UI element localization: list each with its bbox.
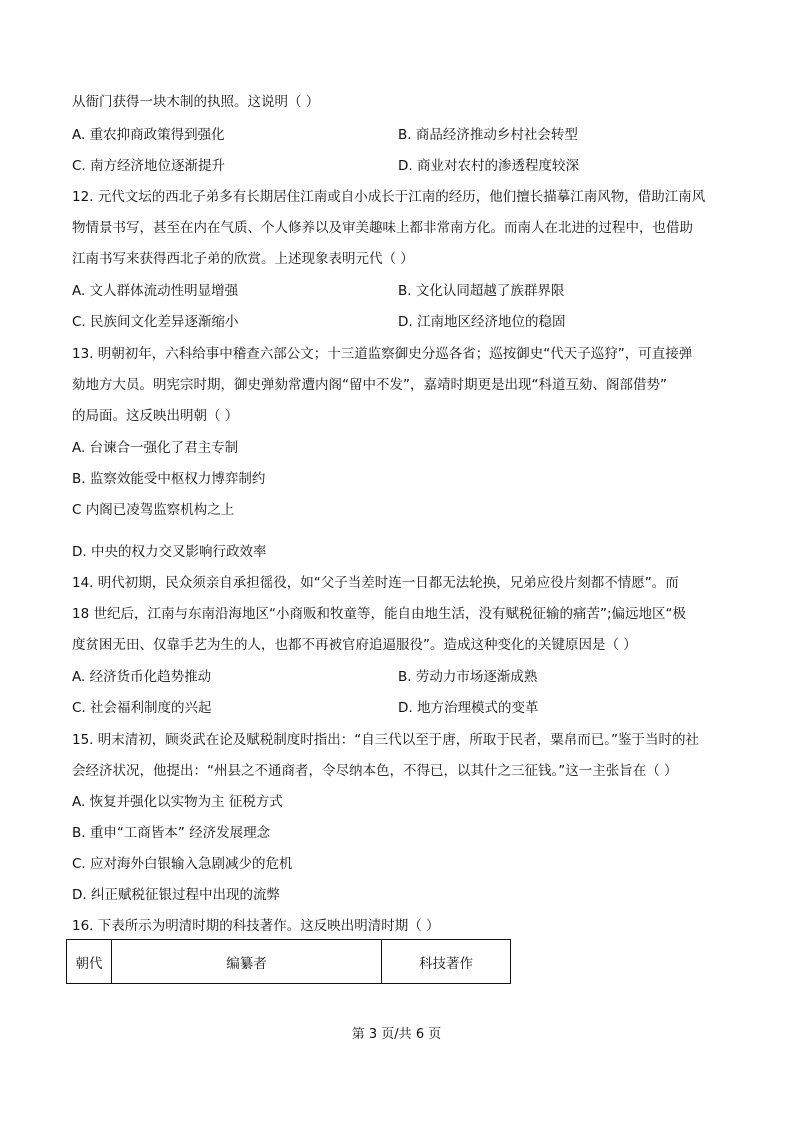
- option-b[interactable]: B. 重申“工商皆本” 经济发展理念: [72, 825, 271, 841]
- question-text: 度贫困无田、仅靠手艺为生的人，也都不再被官府追逼服役”。造成这种变化的关键原因是（ ）: [72, 637, 637, 653]
- option-a[interactable]: A. 经济货币化趋势推动: [72, 669, 212, 685]
- option-d[interactable]: D. 纠正赋税征银过程中出现的流弊: [72, 887, 280, 903]
- table-header-row: [67, 940, 511, 984]
- option-b[interactable]: B. 文化认同超越了族群界限: [398, 283, 565, 299]
- question-text: 14. 明代初期，民众须亲自承担徭役，如“父子当差时连一日都无法轮换，兄弟应役片刻都不情愿”。而: [72, 575, 679, 591]
- question-text: 16. 下表所示为明清时期的科技著作。这反映出明清时期（ ）: [72, 918, 440, 934]
- option-c[interactable]: C. 南方经济地位逐渐提升: [72, 158, 226, 174]
- option-c[interactable]: C 内阁已凌驾监察机构之上: [72, 502, 235, 518]
- option-b[interactable]: B. 监察效能受中枢权力博弈制约: [72, 471, 266, 487]
- option-d[interactable]: D. 地方治理模式的变革: [398, 700, 539, 716]
- option-b[interactable]: B. 商品经济推动乡村社会转型: [398, 127, 578, 143]
- option-a[interactable]: A. 重农抑商政策得到强化: [72, 127, 225, 143]
- question-text: 物情景书写，甚至在内在气质、个人修养以及审美趣味上都非常南方化。而南人在北进的过程中，也借助: [72, 220, 693, 236]
- option-c[interactable]: C. 应对海外白银输入急剧减少的危机: [72, 856, 293, 872]
- intro-line: 从衙门获得一块木制的执照。这说明（ ）: [72, 94, 320, 110]
- science-works-table: [66, 939, 511, 984]
- option-d[interactable]: D. 商业对农村的渗透程度较深: [398, 158, 579, 174]
- option-b[interactable]: B. 劳动力市场逐渐成熟: [398, 669, 538, 685]
- question-text: 的局面。这反映出明朝（ ）: [72, 408, 239, 424]
- option-d[interactable]: D. 中央的权力交叉影响行政效率: [72, 544, 267, 560]
- option-c[interactable]: C. 民族间文化差异逐渐缩小: [72, 314, 239, 330]
- option-d[interactable]: D. 江南地区经济地位的稳固: [398, 314, 566, 330]
- question-text: 18 世纪后，江南与东南沿海地区“小商贩和牧童等，能自由地生活，没有赋税征输的痛苦”;偏远地区“极: [72, 606, 686, 622]
- option-c[interactable]: C. 社会福利制度的兴起: [72, 700, 212, 716]
- column-header-compiler: 编纂者: [112, 940, 382, 984]
- option-a[interactable]: A. 文人群体流动性明显增强: [72, 283, 239, 299]
- option-a[interactable]: A. 台谏合一强化了君主专制: [72, 440, 239, 456]
- question-text: 13. 明朝初年，六科给事中稽查六部公文；十三道监察御史分巡各省；巡按御史“代天子巡狩”，可直接弹: [72, 346, 693, 362]
- question-text: 江南书写来获得西北子弟的欣赏。上述现象表明元代（ ）: [72, 251, 414, 267]
- question-text: 12. 元代文坛的西北子弟多有长期居住江南或自小成长于江南的经历，他们擅长描摹江南风物，借助江南风: [72, 189, 706, 205]
- question-text: 会经济状况，他提出：“州县之不通商者，令尽纳本色，不得已，以其什之三征钱。”这一主张旨在（ ）: [72, 763, 678, 779]
- column-header-dynasty: 朝代: [67, 940, 112, 984]
- question-text: 劾地方大员。明宪宗时期，御史弹劾常遭内阁“留中不发”，嘉靖时期更是出现“科道互劾、阁部借势”: [72, 377, 667, 393]
- question-text: 15. 明末清初，顾炎武在论及赋税制度时指出：“自三代以至于唐，所取于民者，粟帛而已。”鉴于当时的社: [72, 732, 699, 748]
- page-footer: 第 3 页/共 6 页: [351, 1027, 442, 1042]
- column-header-work: 科技著作: [382, 940, 511, 984]
- option-a[interactable]: A. 恢复并强化以实物为主 征税方式: [72, 794, 283, 810]
